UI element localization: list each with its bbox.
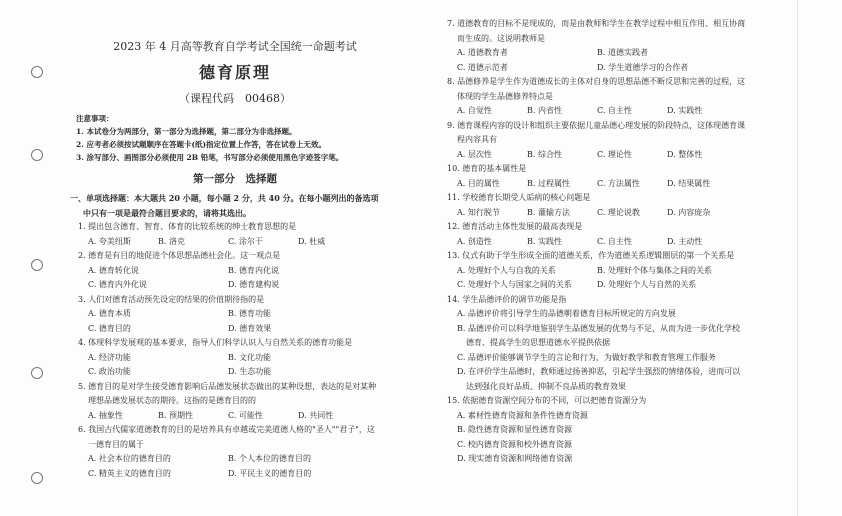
question-15 (447, 394, 747, 467)
option-c: C. 处理好个人与国家之间的关系 (457, 280, 572, 289)
question-10 (447, 162, 747, 191)
question-stem: 2. 德育是有目的地促进个体思想品德社会化。这一观点是 (78, 251, 281, 260)
option-a: A. 德育本质 (88, 309, 131, 318)
option-c: C. 道德示范者 (457, 62, 508, 72)
question-stem: 3. 人们对德育活动预先设定的结果的价值期待指的是 (78, 294, 265, 304)
option-b: B. 内省性 (527, 106, 562, 115)
options (78, 452, 380, 481)
question-stem: 15. 依据德育资源空间分布的不同，可以把德育资源分为 (447, 396, 647, 405)
question-stem: 14. 学生品德评价的调节功能是指 (447, 294, 567, 304)
option-a: A. 品德评价将引导学生的品德朝着德育目标所规定的方向发展 (457, 309, 676, 318)
note-item: 2. 应考者必须按试题顺序在答题卡(纸)指定位置上作答，答在试卷上无效。 (76, 140, 327, 149)
option-d: D. 实践性 (667, 106, 703, 115)
question-stem: 10. 德育的基本属性是 (447, 164, 527, 173)
option-b: B. 实践性 (527, 236, 562, 246)
question-stem: 9. 德育课程内容的设计和组织主要依据儿童品德心理发展的阶段特点，这体现德育课程内容具有 (447, 120, 746, 144)
question-stem: 7. 道德教育的目标不是现成的，而是由教师和学生在教学过程中相互作用、相互协商而生成的。这说明教师是 (447, 19, 746, 43)
option-d: D. 平民主义的德育目的 (228, 468, 312, 478)
option-d: D. 处理好个人与自然的关系 (597, 280, 697, 289)
option-a: A. 经济功能 (88, 352, 131, 362)
option-c: C. 德育内外化说 (88, 280, 147, 289)
option-a: A. 社会本位的德育目的 (88, 454, 171, 463)
question-9 (447, 119, 747, 163)
options (78, 307, 380, 336)
option-b: B. 综合性 (527, 149, 562, 159)
exam-title: 2023 年 4 月高等教育自学考试全国统一命题考试 (113, 40, 357, 53)
option-a: A. 知行脱节 (457, 207, 500, 217)
question-12 (447, 220, 747, 249)
option-b: B. 过程属性 (527, 178, 570, 188)
question-stem: 11. 学校德育长期受人诟病的核心问题是 (447, 193, 591, 202)
binder-hole (31, 259, 43, 271)
options (447, 46, 747, 75)
option-b: B. 处理好个体与集体之间的关系 (597, 265, 712, 275)
notes (76, 112, 396, 164)
option-a: A. 抽象性 (88, 410, 123, 420)
question-5 (70, 380, 380, 424)
notes-heading: 注意事项： (76, 114, 114, 123)
option-d: D. 德育建构说 (228, 280, 280, 289)
option-b: B. 洛克 (158, 236, 185, 246)
option-d: D. 内容庞杂 (667, 207, 711, 217)
option-c: C. 德育目的 (88, 323, 131, 333)
question-14 (447, 293, 747, 395)
option-d: D. 结果属性 (667, 178, 711, 188)
option-b: B. 德育功能 (228, 309, 271, 318)
question-11 (447, 191, 747, 220)
option-b: B. 文化功能 (228, 352, 271, 362)
option-c: C. 涂尔干 (228, 236, 263, 246)
question-stem: 12. 德育活动主体性发展的最高表现是 (447, 222, 583, 231)
question-3 (70, 293, 380, 337)
question-stem: 4. 体现科学发展观的基本要求，指导人们科学认识人与自然关系的德育功能是 (78, 338, 353, 347)
options (447, 235, 747, 250)
options (447, 104, 747, 119)
option-b: B. 道德实践者 (597, 48, 648, 57)
option-d: D. 德育效果 (228, 323, 272, 333)
left-column (70, 191, 380, 481)
binder-hole (31, 149, 43, 161)
option-b: B. 预期性 (158, 410, 193, 420)
options (78, 351, 380, 380)
option-c: C. 理论说教 (597, 207, 640, 217)
question-stem: 13. 仪式有助于学生形成全面的道德关系，作为道德关系逻辑圈层的第一个关系是 (447, 251, 735, 260)
option-b: B. 灌输方法 (527, 207, 570, 217)
options (447, 148, 747, 163)
question-13 (447, 249, 747, 293)
binder-hole (31, 367, 43, 379)
option-c: C. 政治功能 (88, 367, 131, 376)
options (447, 307, 747, 394)
course-code: （课程代码 00468） (179, 92, 291, 105)
option-d: D. 整体性 (667, 149, 703, 159)
option-a: A. 目的属性 (457, 178, 500, 188)
option-a: A. 德育转化说 (88, 265, 139, 275)
question-4 (70, 336, 380, 380)
option-b: B. 品德评价可以科学地鉴别学生品德发展的优势与不足，从而为进一步优化学校德育、提高学生的思想道德水平提供依据 (457, 323, 740, 347)
options (447, 177, 747, 192)
part-heading: 第一部分 选择题 (193, 173, 277, 185)
option-b: B. 隐性德育资源和显性德育资源 (457, 425, 572, 434)
option-a: A. 道德教育者 (457, 48, 508, 57)
option-a: A. 自觉性 (457, 106, 492, 115)
question-stem: 5. 德育目的是对学生接受德育影响后品德发展状态做出的某种设想，表达的是对某种理想品德发展状态的期待。这指的是德育目的的 (78, 381, 377, 405)
option-c: C. 品德评价能够调节学生的言论和行为，为做好教学和教育管理工作服务 (457, 352, 716, 362)
option-d: D. 主动性 (667, 236, 703, 246)
page-edge (797, 0, 798, 516)
question-stem: 8. 品德修养是学生作为道德成长的主体对自身的思想品德不断反思和完善的过程，这体现的学生品德修养特点是 (447, 77, 746, 101)
option-a: A. 夸美纽斯 (88, 236, 131, 246)
option-a: A. 素材性德育资源和条件性德育资源 (457, 410, 588, 420)
option-d: D. 杜威 (298, 236, 326, 246)
question-stem: 6. 我国古代儒家道德教育的目的是培养具有卓越或完美道德人格的"圣人""君子"，这一德育目的属于 (78, 425, 375, 449)
option-c: C. 可能性 (228, 410, 263, 420)
question-stem: 1. 提出包含德育、智育、体育的比较系统的绅士教育思想的是 (78, 222, 297, 231)
option-c: C. 校内德育资源和校外德育资源 (457, 439, 572, 449)
option-d: D. 学生道德学习的合作者 (597, 62, 689, 72)
option-c: C. 自主性 (597, 236, 632, 246)
option-a: A. 层次性 (457, 149, 492, 159)
subject-title: 德育原理 (198, 63, 271, 82)
option-c: C. 理论性 (597, 149, 632, 159)
option-d: D. 在评价学生品德时，教师通过扬善抑恶，引起学生强烈的情绪体验，进而可以达到强化良好品质、抑制不良品质的教育效果 (457, 367, 741, 391)
options (78, 409, 380, 424)
options (447, 206, 747, 221)
question-8 (447, 75, 747, 119)
binder-hole (31, 66, 43, 78)
note-item: 1. 本试卷分为两部分，第一部分为选择题，第二部分为非选择题。 (76, 127, 297, 136)
option-d: D. 生态功能 (228, 367, 272, 376)
option-a: A. 创造性 (457, 236, 492, 246)
binder-hole (31, 472, 43, 484)
question-1 (70, 220, 380, 249)
note-item: 3. 涂写部分、画图部分必须使用 2B 铅笔，书写部分必须使用黑色字迹签字笔。 (76, 153, 344, 162)
question-2 (70, 249, 380, 293)
option-b: B. 德育内化说 (228, 265, 279, 275)
question-7 (447, 17, 747, 75)
option-c: C. 方法属性 (597, 178, 640, 188)
options (78, 264, 380, 293)
option-d: D. 现实德育资源和网络德育资源 (457, 454, 573, 463)
options (78, 235, 380, 250)
option-c: C. 精英主义的德育目的 (88, 468, 171, 478)
section-instruction: 一、单项选择题：本大题共 20 小题，每小题 2 分，共 40 分。在每小题列出的备选项中只有一项是最符合题目要求的，请将其选出。 (70, 193, 379, 218)
right-column (447, 17, 747, 467)
option-b: B. 个人本位的德育目的 (228, 454, 311, 463)
option-a: A. 处理好个人与自我的关系 (457, 265, 556, 275)
option-d: D. 共同性 (298, 410, 334, 420)
options (447, 409, 747, 467)
option-c: C. 自主性 (597, 106, 632, 115)
options (447, 264, 747, 293)
question-6 (70, 423, 380, 481)
